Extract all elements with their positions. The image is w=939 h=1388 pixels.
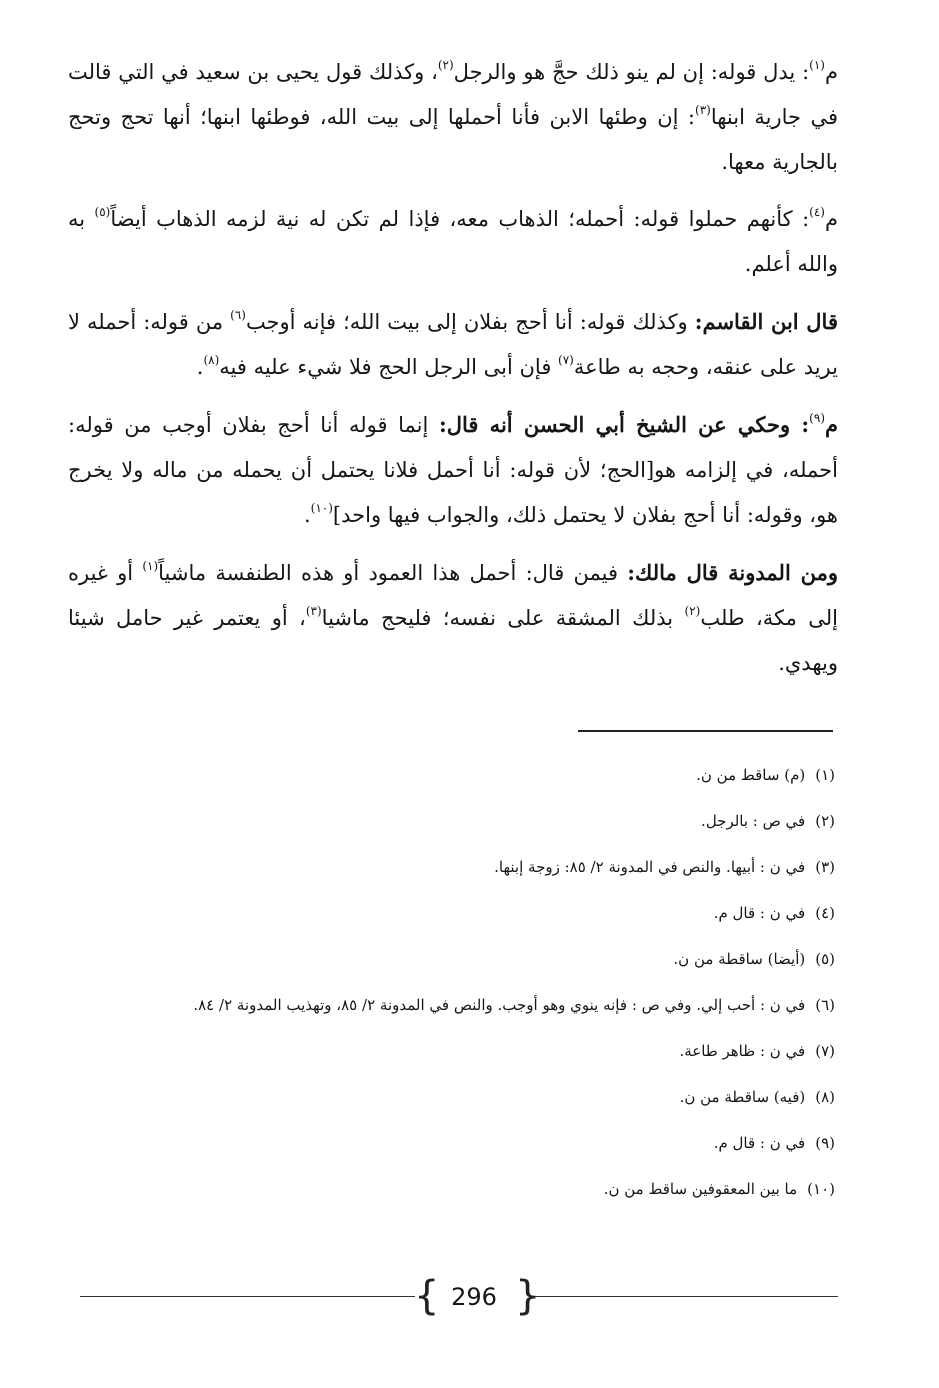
footnote-text: في ن : قال م. (713, 1134, 806, 1152)
text-run: . (196, 355, 204, 379)
paragraph-5 (68, 550, 838, 686)
footnote-ref[interactable]: (٧) (558, 353, 574, 367)
footnote-ref[interactable]: (٣) (695, 103, 711, 117)
footnote-text: في ن : أبيها. والنص في المدونة ٢/ ٨٥: زوجة إبنها. (494, 858, 806, 876)
footnote-number: (٩) (815, 1134, 835, 1152)
footnote-number: (٢) (815, 812, 835, 830)
footnote (100, 890, 835, 936)
text-run: فيمن قال: أحمل هذا العمود أو هذه الطنفسة ماشياً (158, 561, 628, 585)
footnote-number: (٥) (815, 950, 835, 968)
footnote (100, 798, 835, 844)
footnote (100, 982, 835, 1028)
page-number: 296 (451, 1283, 497, 1311)
footnote-text: في ن : أحب إلي. وفي ص : فإنه ينوي وهو أوجب. والنص في المدونة ٢/ ٨٥، وتهذيب المدونة ٢/ ٨٤. (193, 996, 806, 1014)
footnote-text: (فيه) ساقطة من ن. (679, 1088, 806, 1106)
speaker-lead: : وحكي عن الشيخ أبي الحسن أنه قال: (438, 412, 810, 437)
text-run: : يدل قوله: إن لم ينو ذلك حجَّ هو والرجل (453, 60, 810, 84)
paragraph-4 (68, 402, 838, 538)
speaker-lead: قال ابن القاسم: (694, 309, 838, 334)
footnote-separator (578, 730, 833, 732)
paragraph-1 (68, 50, 838, 185)
left-bracket-icon: { (414, 1273, 440, 1319)
text-run: م (825, 412, 839, 437)
text-run: فإن أبى الرجل الحج فلا شيء عليه فيه (219, 355, 559, 379)
footnote-number: (٨) (815, 1088, 835, 1106)
footnote-ref[interactable]: (٤) (809, 205, 825, 219)
footnote-number: (٣) (815, 858, 835, 876)
footnote-ref[interactable]: (١٠) (310, 501, 333, 515)
footnote-ref[interactable]: (٢) (437, 58, 454, 72)
footnote-text: في ص : بالرجل. (701, 812, 806, 830)
text-run: بذلك المشقة على نفسه؛ فليحج ماشيا (321, 606, 685, 630)
text-run: . (303, 503, 311, 527)
footnote (100, 936, 835, 982)
footnote-ref[interactable]: (٣) (305, 604, 322, 618)
footnote-ref[interactable]: (٩) (809, 411, 825, 425)
footnote-number: (٧) (815, 1042, 835, 1060)
footnote (100, 844, 835, 890)
footnote-number: (٤) (815, 904, 835, 922)
text-run: ، أو يعتمر غير حامل شيئا ويهدي. (68, 606, 838, 675)
text-run: م (824, 60, 838, 84)
footnote (100, 1120, 835, 1166)
footer-rule-left (80, 1296, 415, 1297)
footnote-text: في ن : قال م. (713, 904, 806, 922)
right-bracket-icon: } (515, 1273, 541, 1319)
footnote-text: في ن : ظاهر طاعة. (679, 1042, 806, 1060)
footnotes (100, 752, 835, 1212)
footnote-ref[interactable]: (٦) (230, 308, 246, 322)
paragraph-3 (68, 299, 838, 390)
text-run: : كأنهم حملوا قوله: أحمله؛ الذهاب معه، فإذا لم تكن له نية لزمه الذهاب أيضاً (110, 207, 810, 231)
main-text (68, 50, 838, 698)
footnote-ref[interactable]: (١) (142, 559, 159, 573)
speaker-lead: ومن المدونة قال مالك: (627, 560, 839, 585)
footnote-text: ما بين المعقوفين ساقط من ن. (603, 1180, 798, 1198)
footnote-ref[interactable]: (٥) (94, 205, 111, 219)
footnote-ref[interactable]: (١) (809, 58, 825, 72)
footnote (100, 1166, 835, 1212)
text-run: وكذلك قوله: أنا أحج بفلان إلى بيت الله؛ فإنه أوجب (245, 310, 695, 334)
footer-rule-right (532, 1296, 838, 1297)
footnote-ref[interactable]: (٨) (203, 353, 220, 367)
text-run: م (824, 207, 838, 231)
text-run: ، وكذلك قول يحيى بن سعيد في التي قالت في جارية ابنها (68, 60, 838, 129)
footnote (100, 1074, 835, 1120)
footnote-number: (١) (815, 766, 835, 784)
text-run: أو غيره إلى مكة، طلب (68, 561, 839, 630)
text-run: : إن وطئها الابن فأنا أحملها إلى بيت الله، فوطئها ابنها؛ أنها تحج وتحج بالجارية معها. (68, 105, 838, 174)
footnote (100, 752, 835, 798)
footnote-number: (١٠) (807, 1180, 835, 1198)
footnote-text: (م) ساقط من ن. (696, 766, 806, 784)
text-run: إنما قوله أنا أحج بفلان أوجب من قوله: أحمله، في إلزامه هو[الحج؛ لأن قوله: أنا أحمل فلانا يحتمل أن يحمله من ماله ولا يخرج هو، وقوله: أنا أحج بفلان لا يحتمل ذلك، والجواب فيها واحد] (68, 413, 838, 527)
footnote (100, 1028, 835, 1074)
paragraph-2 (68, 197, 838, 287)
footnote-number: (٦) (815, 996, 835, 1014)
footnote-text: (أيضا) ساقطة من ن. (673, 950, 806, 968)
footnote-ref[interactable]: (٢) (684, 604, 701, 618)
text-run: من قوله: أحمله لا يريد على عنقه، وحجه به طاعة (68, 310, 838, 379)
text-run: به والله أعلم. (68, 207, 838, 276)
